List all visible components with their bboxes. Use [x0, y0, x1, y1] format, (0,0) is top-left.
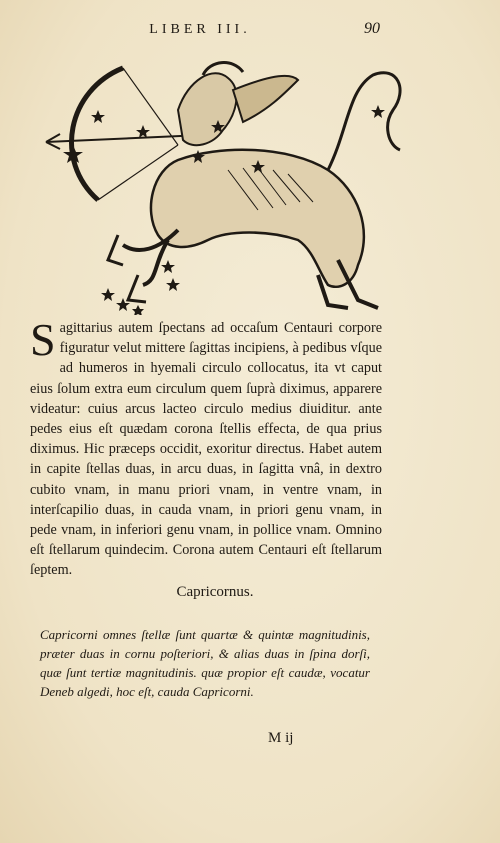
running-title: LIBER III.: [149, 22, 251, 37]
drop-cap: S: [30, 314, 56, 365]
description-body: agittarius autem ſpectans ad occaſum Centauri corpore figuratur velut mittere ſagittas incipiens, à pedibus vſque ad humeros in hyemali circulo collocatus, ita vt caput eius ſolum extra eum circulum quem ſuprà diximus, apparere videatur: cuius arcus lacteo circulo medius diuiditur. ante pedes eius eſt quædam corona ſtellis effecta, de qua prius diximus. Hic præceps occidit, exoritur directus. Habet autem in capite ſtellas duas, in arcu duas, in ſagitta vnâ, in dextro cubito vnam, in manu priori vnam, in ventre vnam, in interſcapilio duas, in cauda vnam, in priori genu vnam, in pede vnam, in inferiori genu vnam, in pollice vnam. Omnino eſt ſtellarum quindecim. Corona autem Centauri eſt ſtellarum ſeptem.: [30, 320, 382, 579]
section-heading: Capricornus.: [176, 584, 254, 600]
capricornus-note: Capricorni omnes ſtellæ ſunt quartæ & quintæ magnitudinis, præter duas in cornu poſteriori, & alias duas in ſpina dorſi, quæ ſunt tertiæ magnitudinis. quæ propior eſt caudæ, vocatur Deneb algedi, hoc eſt, cauda Capricorni.: [40, 627, 370, 699]
signature-mark: M ij: [268, 730, 294, 746]
page-number: 90: [364, 20, 380, 37]
sagittarius-description: [30, 314, 382, 581]
sagittarius-woodcut-icon: [28, 50, 418, 315]
